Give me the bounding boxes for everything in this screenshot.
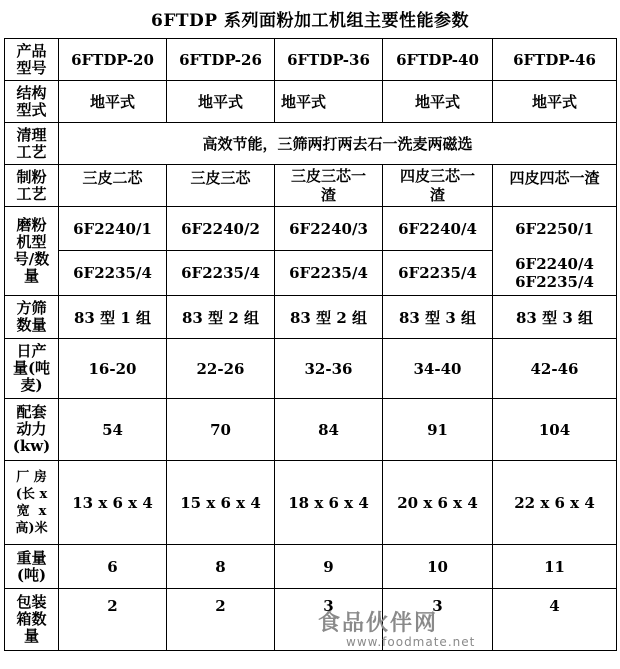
- mill-b-2: 6F2235/4: [167, 251, 275, 296]
- boxes-3: 3: [275, 589, 383, 651]
- output-2: 22-26: [167, 339, 275, 399]
- milling-3: 三皮三芯一 渣: [275, 165, 383, 207]
- power-4: 91: [383, 399, 493, 461]
- watermark-cn: 食品伙伴网: [318, 611, 439, 636]
- model-5: 6FTDP-46: [493, 39, 617, 81]
- sifter-1: 83 型 1 组: [59, 296, 167, 339]
- output-4: 34-40: [383, 339, 493, 399]
- structure-1: 地平式: [59, 81, 167, 123]
- boxes-2: 2: [167, 589, 275, 651]
- structure-3: 地平式: [275, 81, 383, 123]
- sifter-4: 83 型 3 组: [383, 296, 493, 339]
- model-2: 6FTDP-26: [167, 39, 275, 81]
- model-1: 6FTDP-20: [59, 39, 167, 81]
- plant-5: 22 x 6 x 4: [493, 461, 617, 545]
- mill-a-5: 6F2250/1: [493, 207, 617, 251]
- row-power: [5, 399, 617, 461]
- row-mill-a: [5, 207, 617, 251]
- weight-2: 8: [167, 545, 275, 589]
- row-milling: [5, 165, 617, 207]
- boxes-4: 3: [383, 589, 493, 651]
- milling-5: 四皮四芯一渣: [493, 165, 617, 207]
- mill-a-1: 6F2240/1: [59, 207, 167, 251]
- milling-1: 三皮二芯: [59, 165, 167, 207]
- mill-a-3: 6F2240/3: [275, 207, 383, 251]
- row-model: [5, 39, 617, 81]
- cleaning-process: 高效节能，三筛两打两去石一洗麦两磁选: [59, 123, 617, 165]
- label-boxes: 包装 箱数 量: [5, 589, 59, 651]
- model-3: 6FTDP-36: [275, 39, 383, 81]
- label-cleaning: 清理 工艺: [5, 123, 59, 165]
- sifter-5: 83 型 3 组: [493, 296, 617, 339]
- mill-b-1: 6F2235/4: [59, 251, 167, 296]
- weight-3: 9: [275, 545, 383, 589]
- row-boxes: [5, 589, 617, 651]
- label-power: 配套 动力 (kw): [5, 399, 59, 461]
- label-mill: 磨粉 机型 号/数 量: [5, 207, 59, 296]
- row-cleaning: [5, 123, 617, 165]
- mill-b-4: 6F2235/4: [383, 251, 493, 296]
- model-4: 6FTDP-40: [383, 39, 493, 81]
- boxes-5: 4: [493, 589, 617, 651]
- plant-3: 18 x 6 x 4: [275, 461, 383, 545]
- row-sifter: [5, 296, 617, 339]
- label-sifter: 方筛 数量: [5, 296, 59, 339]
- page-title: 6FTDP 系列面粉加工机组主要性能参数: [151, 11, 469, 31]
- row-plant: [5, 461, 617, 545]
- structure-5: 地平式: [493, 81, 617, 123]
- mill-b-3: 6F2235/4: [275, 251, 383, 296]
- sifter-2: 83 型 2 组: [167, 296, 275, 339]
- power-1: 54: [59, 399, 167, 461]
- sifter-3: 83 型 2 组: [275, 296, 383, 339]
- structure-4: 地平式: [383, 81, 493, 123]
- watermark-en: www.foodmate.net: [346, 635, 476, 649]
- label-model: 产品 型号: [5, 39, 59, 81]
- structure-2: 地平式: [167, 81, 275, 123]
- weight-1: 6: [59, 545, 167, 589]
- power-5: 104: [493, 399, 617, 461]
- weight-5: 11: [493, 545, 617, 589]
- weight-4: 10: [383, 545, 493, 589]
- row-mill-b: [5, 251, 617, 296]
- label-output: 日产 量(吨 麦): [5, 339, 59, 399]
- label-weight: 重量 (吨): [5, 545, 59, 589]
- output-3: 32-36: [275, 339, 383, 399]
- plant-2: 15 x 6 x 4: [167, 461, 275, 545]
- row-output: [5, 339, 617, 399]
- row-structure: [5, 81, 617, 123]
- label-structure: 结构 型式: [5, 81, 59, 123]
- boxes-1: 2: [59, 589, 167, 651]
- mill-b-5: 6F2240/4 6F2235/4: [493, 251, 617, 296]
- plant-4: 20 x 6 x 4: [383, 461, 493, 545]
- label-plant: 厂 房 (长 x 宽 x 高)米: [5, 461, 59, 545]
- output-5: 42-46: [493, 339, 617, 399]
- milling-2: 三皮三芯: [167, 165, 275, 207]
- milling-4: 四皮三芯一 渣: [383, 165, 493, 207]
- row-weight: [5, 545, 617, 589]
- mill-a-2: 6F2240/2: [167, 207, 275, 251]
- power-3: 84: [275, 399, 383, 461]
- watermark: [318, 606, 475, 649]
- spec-table: [4, 38, 617, 651]
- plant-1: 13 x 6 x 4: [59, 461, 167, 545]
- label-milling: 制粉 工艺: [5, 165, 59, 207]
- mill-a-4: 6F2240/4: [383, 207, 493, 251]
- output-1: 16-20: [59, 339, 167, 399]
- power-2: 70: [167, 399, 275, 461]
